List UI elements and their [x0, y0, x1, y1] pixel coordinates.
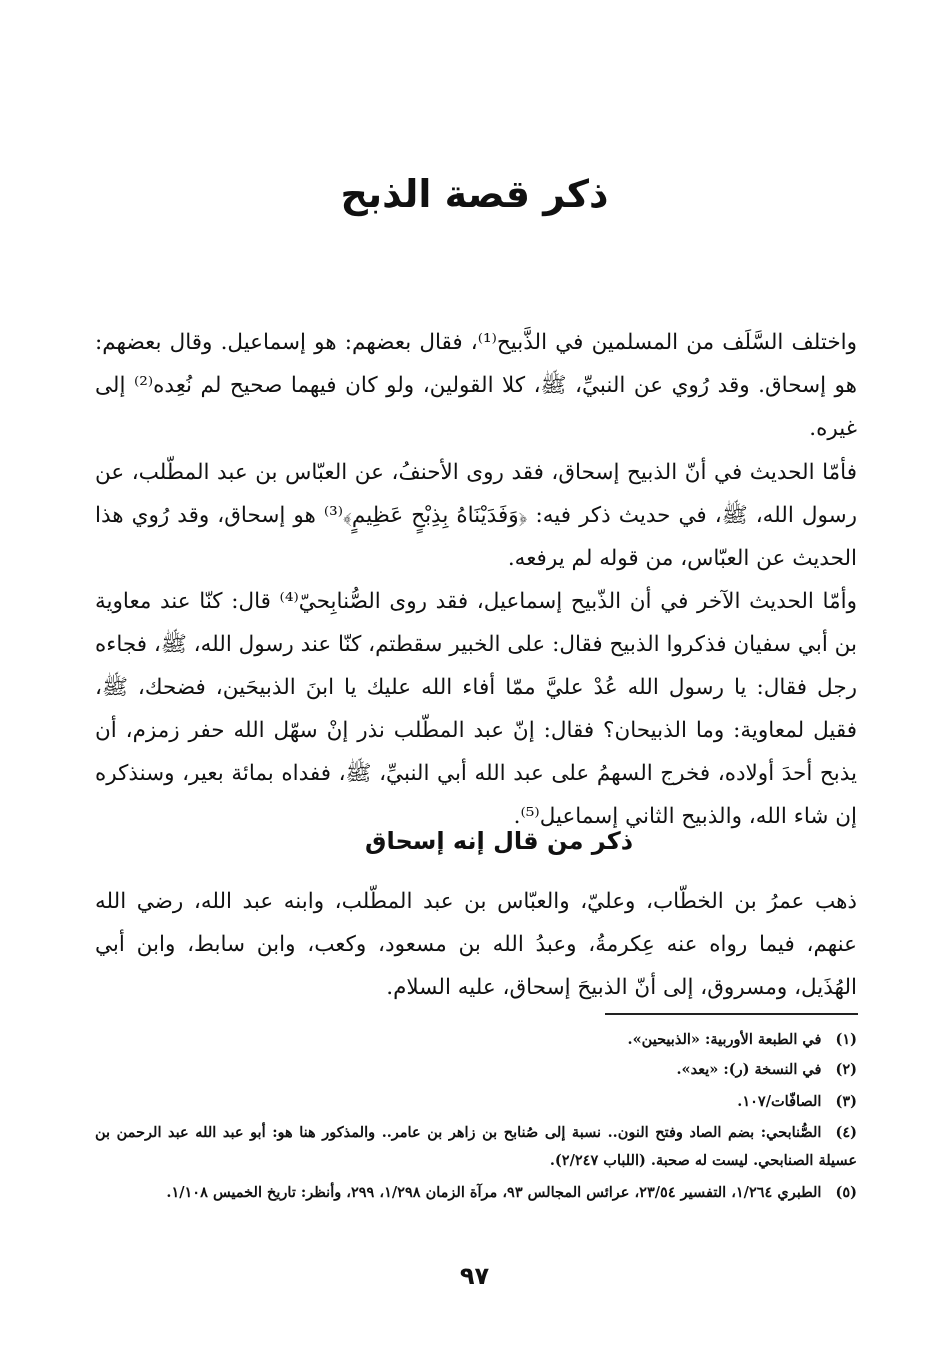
paragraph-2: فأمّا الحديث في أنّ الذبيح إسحاق، فقد روى الأحنفُ، عن العبّاس بن عبد المطّلب، عن رسول الله، ﷺ، في حديث ذكر فيه: ﴿وَفَدَيْنَاهُ بِذِبْحٍ عَظِيمٍ﴾⁽³⁾ هو إسحاق، وقد رُوي هذا الحديث عن العبّاس، من قوله لم يرفعه.	[95, 460, 857, 571]
footnote-5	[95, 1179, 857, 1207]
footnote-number: (٥)	[835, 1184, 857, 1201]
paragraph-1: واختلف السَّلَف من المسلمين في الذَّبيح⁽¹⁾، فقال بعضهم: هو إسماعيل. وقال بعضهم: هو إسحاق. وقد رُوي عن النبيِّ، ﷺ، كلا القولين، ولو كان فيهما صحيح لم نُعِده⁽²⁾ إلى غيره.	[95, 330, 858, 441]
chapter-title: ذكر قصة الذبح	[340, 172, 609, 216]
footnote-text: في الطبعة الأوربية: «الذبيحين».	[627, 1031, 822, 1048]
page-number: ٩٧	[459, 1262, 490, 1290]
paragraph-4: ذهب عمرُ بن الخطّاب، وعليّ، والعبّاس بن عبد المطّلب، وابنه عبد الله، رضي الله عنهم، فيما رواه عنه عِكرمةُ، وعبدُ الله بن مسعود، وكعب، وابن سابط، وابن أبي الهُذَيل، ومسروق، إلى أنّ الذبيحَ إسحاق، عليه السلام.	[95, 889, 857, 1000]
footnote-3	[95, 1088, 857, 1116]
footnote-1	[95, 1026, 857, 1054]
footnote-number: (٢)	[835, 1061, 857, 1078]
footnote-text: في النسخة (ر): «يعد».	[676, 1061, 822, 1078]
footnote-divider	[605, 1013, 858, 1015]
footnote-number: (٤)	[835, 1124, 857, 1141]
footnote-2	[95, 1056, 857, 1084]
footnote-number: (١)	[835, 1031, 857, 1048]
paragraph-3: وأمّا الحديث الآخر في أن الذّبيح إسماعيل، فقد روى الصُّنابِحيّ⁽⁴⁾ قال: كنّا عند معاوية بن أبي سفيان فذكروا الذبيح فقال: على الخبير سقطتم، كنّا عند رسول الله، ﷺ، فجاءه رجل فقال: يا رسول الله عُدْ عليَّ ممّا أفاء الله عليك يا ابنَ الذبيحَين، فضحك، ﷺ، فقيل لمعاوية: وما الذبيحان؟ فقال: إنّ عبد المطّلب نذر إنْ سهّل الله حفر زمزم، أن يذبح أحدَ أولاده، فخرج السهمُ على عبد الله أبي النبيِّ، ﷺ، ففداه بمائة بعير، وسنذكره إن شاء الله، والذبيح الثاني إسماعيل⁽⁵⁾.	[95, 589, 857, 829]
section-subheading: ذكر من قال إنه إسحاق	[364, 827, 634, 855]
footnote-number: (٣)	[835, 1093, 857, 1110]
footnote-text: الطبري ١/٢٦٤، التفسير ٢٣/٥٤، عرائس المجالس ٩٣، مرآة الزمان ١/٢٩٨، ٢٩٩، وأنظر: تاريخ الخميس ١/١٠٨.	[166, 1184, 822, 1201]
footnote-text: الصافّات/١٠٧.	[737, 1093, 822, 1110]
footnote-4	[95, 1119, 857, 1175]
footnote-text: الصُّنابحي: بضم الصاد وفتح النون.. نسبة إلى صُنابح بن زاهر بن عامر.. والمذكور هنا هو: أبو عبد الله عبد الرحمن بن عسيلة الصنابحي. ليست له صحبة. (اللباب ٢/٢٤٧).	[95, 1124, 857, 1169]
